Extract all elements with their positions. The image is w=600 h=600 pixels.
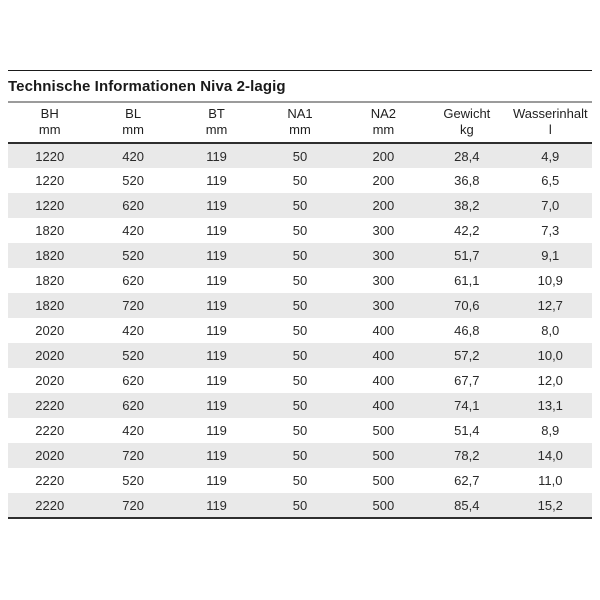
table-cell: 12,0 [537, 373, 563, 388]
table-cell: 119 [206, 497, 227, 513]
table-cell: 50 [292, 198, 308, 213]
table-cell: 9,1 [541, 248, 560, 263]
table-cell: 61,1 [454, 273, 480, 288]
column-name: BH [40, 106, 59, 121]
table-cell: 420 [122, 223, 144, 238]
table-cell: 4,9 [541, 148, 560, 164]
column-unit: mm [122, 122, 144, 137]
table-cell: 500 [372, 423, 395, 438]
table-row [8, 143, 592, 168]
table-cell: 119 [206, 223, 227, 238]
table-row [8, 318, 592, 343]
table-row [8, 293, 592, 318]
table-cell: 46,8 [454, 323, 480, 338]
table-cell: 50 [292, 248, 308, 263]
column-name: BL [125, 106, 142, 121]
table-cell: 78,2 [454, 448, 480, 463]
table-cell: 50 [292, 298, 308, 313]
column-header-bt [175, 102, 258, 143]
table-cell: 1820 [35, 223, 65, 238]
table-cell: 2220 [35, 497, 65, 513]
table-cell: 50 [292, 423, 308, 438]
column-unit: mm [289, 122, 311, 137]
column-header-gewicht [425, 102, 508, 143]
technical-info-table [8, 101, 592, 519]
page-title: Technische Informationen Niva 2-lagig [8, 77, 286, 95]
table-cell: 70,6 [454, 298, 480, 313]
table-cell: 119 [206, 348, 227, 363]
column-name: NA2 [370, 106, 397, 121]
table-cell: 620 [122, 373, 144, 388]
table-cell: 2220 [35, 423, 65, 438]
table-row [8, 193, 592, 218]
table-cell: 28,4 [454, 148, 480, 164]
table-cell: 62,7 [454, 473, 480, 488]
table-row [8, 243, 592, 268]
table-cell: 119 [206, 398, 227, 413]
table-cell: 10,9 [537, 273, 563, 288]
table-row [8, 443, 592, 468]
table-row [8, 268, 592, 293]
table-cell: 620 [122, 398, 144, 413]
table-cell: 420 [122, 423, 144, 438]
table-row [8, 493, 592, 518]
column-header-bl [91, 102, 174, 143]
table-cell: 50 [292, 348, 308, 363]
table-cell: 520 [122, 248, 144, 263]
table-cell: 2020 [35, 448, 65, 463]
table-cell: 400 [372, 323, 395, 338]
table-cell: 42,2 [454, 223, 480, 238]
table-row [8, 468, 592, 493]
table-cell: 720 [122, 298, 144, 313]
table-cell: 119 [206, 198, 227, 213]
table-row [8, 368, 592, 393]
table-cell: 200 [372, 148, 395, 164]
table-cell: 13,1 [537, 398, 563, 413]
column-unit: kg [459, 122, 474, 137]
table-cell: 50 [292, 373, 308, 388]
table-row [8, 168, 592, 193]
table-cell: 119 [206, 373, 227, 388]
table-cell: 8,9 [541, 423, 560, 438]
table-cell: 1220 [35, 173, 65, 188]
column-unit: l [548, 122, 552, 137]
column-name: Gewicht [443, 106, 491, 121]
table-cell: 85,4 [454, 497, 480, 513]
table-cell: 620 [122, 273, 144, 288]
table-cell: 300 [372, 223, 395, 238]
table-cell: 51,4 [454, 423, 480, 438]
table-cell: 36,8 [454, 173, 480, 188]
column-name: BT [208, 106, 225, 121]
table-cell: 119 [206, 323, 227, 338]
table-header [8, 102, 592, 143]
column-name: Wasserinhalt [512, 106, 588, 121]
table-cell: 400 [372, 348, 395, 363]
table-cell: 15,2 [537, 497, 563, 513]
table-cell: 520 [122, 473, 144, 488]
table-cell: 119 [206, 148, 227, 164]
table-cell: 119 [206, 173, 227, 188]
table-cell: 2020 [35, 373, 65, 388]
table-cell: 12,7 [537, 298, 563, 313]
table-cell: 2220 [35, 473, 65, 488]
table-cell: 8,0 [541, 323, 560, 338]
table-cell: 620 [122, 198, 144, 213]
table-cell: 1820 [35, 298, 65, 313]
table-cell: 720 [122, 448, 144, 463]
table-cell: 1220 [35, 198, 65, 213]
table-cell: 50 [292, 323, 308, 338]
table-cell: 200 [372, 173, 395, 188]
table-cell: 50 [292, 448, 308, 463]
table-cell: 11,0 [538, 473, 563, 488]
table-cell: 500 [372, 497, 395, 513]
table-cell: 300 [372, 273, 395, 288]
table-cell: 2020 [35, 323, 65, 338]
table-cell: 420 [122, 323, 144, 338]
column-header-na2 [342, 102, 425, 143]
table-cell: 50 [292, 148, 308, 164]
table-cell: 50 [292, 273, 308, 288]
table-cell: 500 [372, 473, 395, 488]
table-cell: 119 [206, 273, 227, 288]
column-unit: mm [205, 122, 228, 137]
table-cell: 520 [122, 173, 144, 188]
table-cell: 119 [206, 448, 227, 463]
table-cell: 2020 [35, 348, 65, 363]
table-cell: 1820 [35, 273, 65, 288]
table-row [8, 418, 592, 443]
table-cell: 200 [372, 198, 395, 213]
column-unit: mm [38, 122, 61, 137]
table-cell: 119 [206, 473, 227, 488]
table-cell: 1220 [35, 148, 65, 164]
table-cell: 50 [292, 473, 308, 488]
column-header-wasserinhalt [509, 102, 592, 143]
table-cell: 119 [206, 248, 227, 263]
table-cell: 7,0 [541, 198, 560, 213]
table-cell: 10,0 [537, 348, 563, 363]
table-cell: 300 [372, 248, 395, 263]
table-cell: 67,7 [454, 373, 480, 388]
table-cell: 400 [372, 373, 395, 388]
table-cell: 14,0 [537, 448, 563, 463]
table-cell: 500 [372, 448, 395, 463]
column-header-na1 [258, 102, 341, 143]
table-cell: 50 [292, 497, 308, 513]
table-cell: 400 [372, 398, 395, 413]
table-cell: 1820 [35, 248, 65, 263]
table-cell: 50 [292, 223, 308, 238]
table-cell: 520 [122, 348, 144, 363]
table-cell: 50 [292, 398, 308, 413]
column-unit: mm [372, 122, 395, 137]
table-cell: 6,5 [541, 173, 560, 188]
table-cell: 7,3 [541, 223, 560, 238]
table-cell: 420 [122, 148, 144, 164]
table-cell: 119 [206, 298, 227, 313]
table-cell: 300 [372, 298, 395, 313]
table-cell: 50 [292, 173, 308, 188]
table-cell: 57,2 [454, 348, 480, 363]
table-cell: 51,7 [454, 248, 480, 263]
table-cell: 38,2 [454, 198, 480, 213]
table-body [8, 143, 592, 518]
table-row [8, 393, 592, 418]
column-name: NA1 [287, 106, 313, 121]
table-cell: 720 [122, 497, 144, 513]
table-cell: 2220 [35, 398, 65, 413]
table-row [8, 218, 592, 243]
table-cell: 119 [206, 423, 227, 438]
table-row [8, 343, 592, 368]
column-header-bh [8, 102, 91, 143]
table-cell: 74,1 [454, 398, 480, 413]
header-row [8, 102, 592, 143]
